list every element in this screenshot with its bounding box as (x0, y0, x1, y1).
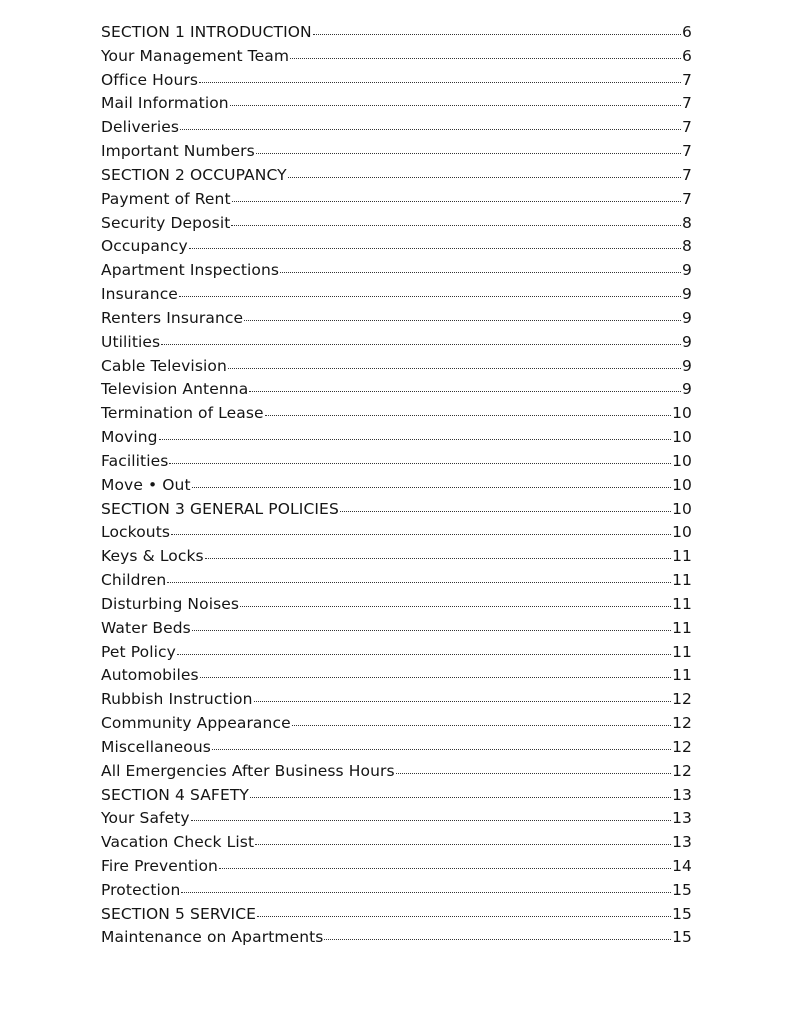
toc-entry-page-number: 6 (682, 23, 692, 41)
toc-entry-page-number: 11 (672, 547, 692, 566)
toc-entry-title: Office Hours (101, 70, 199, 89)
toc-entry (101, 736, 692, 760)
toc-entry (101, 664, 692, 688)
toc-entry-page-number: 11 (672, 666, 692, 685)
toc-entry (101, 617, 692, 641)
toc-entry-page-number: 9 (682, 380, 692, 399)
dot-leader (181, 892, 671, 893)
toc-entry (101, 116, 692, 140)
dot-leader (396, 773, 671, 774)
toc-entry (101, 426, 692, 450)
dot-leader (228, 368, 681, 369)
toc-entry-page-number: 11 (672, 618, 692, 637)
dot-leader (180, 129, 681, 130)
toc-entry-title: Moving (101, 428, 158, 447)
toc-entry-page-number: 12 (672, 761, 692, 780)
toc-entry-title: Occupancy (101, 237, 188, 256)
toc-entry (101, 760, 692, 784)
toc-entry (101, 212, 692, 236)
toc-entry-title: Community Appearance (101, 714, 291, 733)
toc-entry (101, 21, 692, 45)
toc-entry-page-number: 8 (682, 213, 692, 232)
toc-entry-page-number: 7 (682, 142, 692, 161)
toc-entry (101, 569, 692, 593)
toc-entry-title: Important Numbers (101, 142, 255, 161)
toc-entry-page-number: 15 (672, 880, 692, 899)
toc-entry (101, 641, 692, 665)
dot-leader (340, 511, 671, 512)
toc-entry-title: SECTION 5 SERVICE (101, 904, 257, 923)
dot-leader (240, 606, 671, 607)
dot-leader (192, 487, 671, 488)
toc-entry (101, 378, 692, 402)
toc-entry (101, 521, 692, 545)
toc-entry (101, 45, 692, 69)
toc-entry (101, 926, 692, 950)
dot-leader (254, 701, 671, 702)
toc-entry (101, 879, 692, 903)
toc-entry-page-number: 9 (682, 308, 692, 327)
toc-entry-page-number: 10 (672, 523, 692, 542)
dot-leader (313, 34, 681, 35)
dot-leader (159, 439, 671, 440)
toc-entry (101, 164, 692, 188)
toc-entry-page-number: 11 (672, 594, 692, 613)
toc-entry (101, 283, 692, 307)
toc-entry-title: Water Beds (101, 618, 191, 637)
toc-entry-title: Vacation Check List (101, 833, 255, 852)
toc-entry (101, 855, 692, 879)
toc-entry-title: Cable Television (101, 356, 227, 375)
toc-entry-page-number: 10 (672, 475, 692, 494)
dot-leader (171, 534, 671, 535)
toc-entry-title: Apartment Inspections (101, 261, 280, 280)
dot-leader (167, 582, 671, 583)
toc-entry (101, 903, 692, 927)
dot-leader (189, 248, 681, 249)
toc-entry-page-number: 11 (672, 642, 692, 661)
toc-entry (101, 450, 692, 474)
toc-entry (101, 593, 692, 617)
dot-leader (230, 105, 681, 106)
toc-entry-title: SECTION 1 INTRODUCTION (101, 23, 312, 41)
toc-entry-page-number: 10 (672, 428, 692, 447)
dot-leader (290, 58, 681, 59)
dot-leader (292, 725, 671, 726)
toc-entry-title: All Emergencies After Business Hours (101, 761, 395, 780)
toc-entry (101, 498, 692, 522)
toc-entry (101, 831, 692, 855)
toc-entry-title: Fire Prevention (101, 856, 218, 875)
toc-entry-title: Keys & Locks (101, 547, 204, 566)
toc-entry-title: Your Management Team (101, 46, 290, 65)
toc-entry (101, 140, 692, 164)
toc-entry-page-number: 9 (682, 332, 692, 351)
dot-leader (280, 272, 681, 273)
toc-entry-title: Deliveries (101, 118, 180, 137)
dot-leader (249, 391, 681, 392)
toc-entry (101, 307, 692, 331)
toc-entry-title: Move • Out (101, 475, 191, 494)
toc-entry-page-number: 15 (672, 928, 692, 947)
toc-entry (101, 92, 692, 116)
toc-entry-title: SECTION 2 OCCUPANCY (101, 165, 287, 184)
dot-leader (265, 415, 671, 416)
dot-leader (256, 153, 681, 154)
toc-entry-page-number: 15 (672, 904, 692, 923)
dot-leader (219, 868, 671, 869)
toc-entry-title: Utilities (101, 332, 161, 351)
toc-entry-page-number: 13 (672, 809, 692, 828)
dot-leader (232, 201, 681, 202)
toc-entry-title: Pet Policy (101, 642, 176, 661)
toc-entry (101, 688, 692, 712)
toc-entry-title: SECTION 3 GENERAL POLICIES (101, 499, 339, 518)
toc-entry-title: Children (101, 571, 167, 590)
toc-entry-title: Payment of Rent (101, 189, 231, 208)
toc-entry (101, 188, 692, 212)
toc-entry-page-number: 7 (682, 118, 692, 137)
toc-entry-page-number: 11 (672, 571, 692, 590)
toc-entry-page-number: 13 (672, 833, 692, 852)
dot-leader (324, 939, 671, 940)
toc-entry (101, 712, 692, 736)
toc-entry (101, 69, 692, 93)
toc-entry-title: Mail Information (101, 94, 229, 113)
toc-entry-page-number: 10 (672, 499, 692, 518)
toc-entry (101, 807, 692, 831)
toc-entry-page-number: 9 (682, 261, 692, 280)
table-of-contents (101, 21, 692, 950)
dot-leader (199, 82, 681, 83)
toc-entry-title: Termination of Lease (101, 404, 264, 423)
toc-entry (101, 259, 692, 283)
toc-entry (101, 331, 692, 355)
toc-entry-title: Miscellaneous (101, 737, 211, 756)
toc-entry-title: Security Deposit (101, 213, 231, 232)
toc-entry (101, 474, 692, 498)
toc-entry-title: Automobiles (101, 666, 199, 685)
toc-entry-page-number: 9 (682, 285, 692, 304)
toc-entry (101, 402, 692, 426)
toc-entry-title: Lockouts (101, 523, 171, 542)
toc-entry-page-number: 12 (672, 714, 692, 733)
dot-leader (179, 296, 681, 297)
dot-leader (169, 463, 671, 464)
toc-entry-page-number: 7 (682, 165, 692, 184)
toc-entry (101, 784, 692, 808)
toc-entry (101, 355, 692, 379)
toc-entry-page-number: 10 (672, 451, 692, 470)
dot-leader (255, 844, 671, 845)
toc-entry-page-number: 7 (682, 189, 692, 208)
toc-entry-title: Facilities (101, 451, 169, 470)
dot-leader (257, 916, 671, 917)
toc-entry-page-number: 6 (682, 46, 692, 65)
toc-entry (101, 235, 692, 259)
dot-leader (200, 677, 671, 678)
toc-entry-title: Television Antenna (101, 380, 249, 399)
toc-entry (101, 545, 692, 569)
toc-entry-title: Insurance (101, 285, 178, 304)
toc-entry-page-number: 9 (682, 356, 692, 375)
toc-entry-page-number: 10 (672, 404, 692, 423)
toc-entry-page-number: 8 (682, 237, 692, 256)
dot-leader (192, 630, 671, 631)
toc-entry-page-number: 7 (682, 94, 692, 113)
toc-entry-page-number: 12 (672, 737, 692, 756)
toc-entry-page-number: 7 (682, 70, 692, 89)
toc-entry-title: Your Safety (101, 809, 190, 828)
toc-entry-page-number: 13 (672, 785, 692, 804)
dot-leader (231, 225, 681, 226)
dot-leader (177, 654, 671, 655)
toc-entry-title: SECTION 4 SAFETY (101, 785, 249, 804)
toc-entry-title: Renters Insurance (101, 308, 244, 327)
toc-entry-title: Maintenance on Apartments (101, 928, 324, 947)
toc-entry-title: Disturbing Noises (101, 594, 240, 613)
dot-leader (205, 558, 671, 559)
dot-leader (212, 749, 671, 750)
dot-leader (244, 320, 681, 321)
toc-entry-page-number: 12 (672, 690, 692, 709)
dot-leader (288, 177, 681, 178)
toc-entry-title: Rubbish Instruction (101, 690, 253, 709)
dot-leader (161, 344, 681, 345)
dot-leader (191, 820, 671, 821)
dot-leader (250, 797, 671, 798)
toc-entry-page-number: 14 (672, 856, 692, 875)
toc-entry-title: Protection (101, 880, 181, 899)
